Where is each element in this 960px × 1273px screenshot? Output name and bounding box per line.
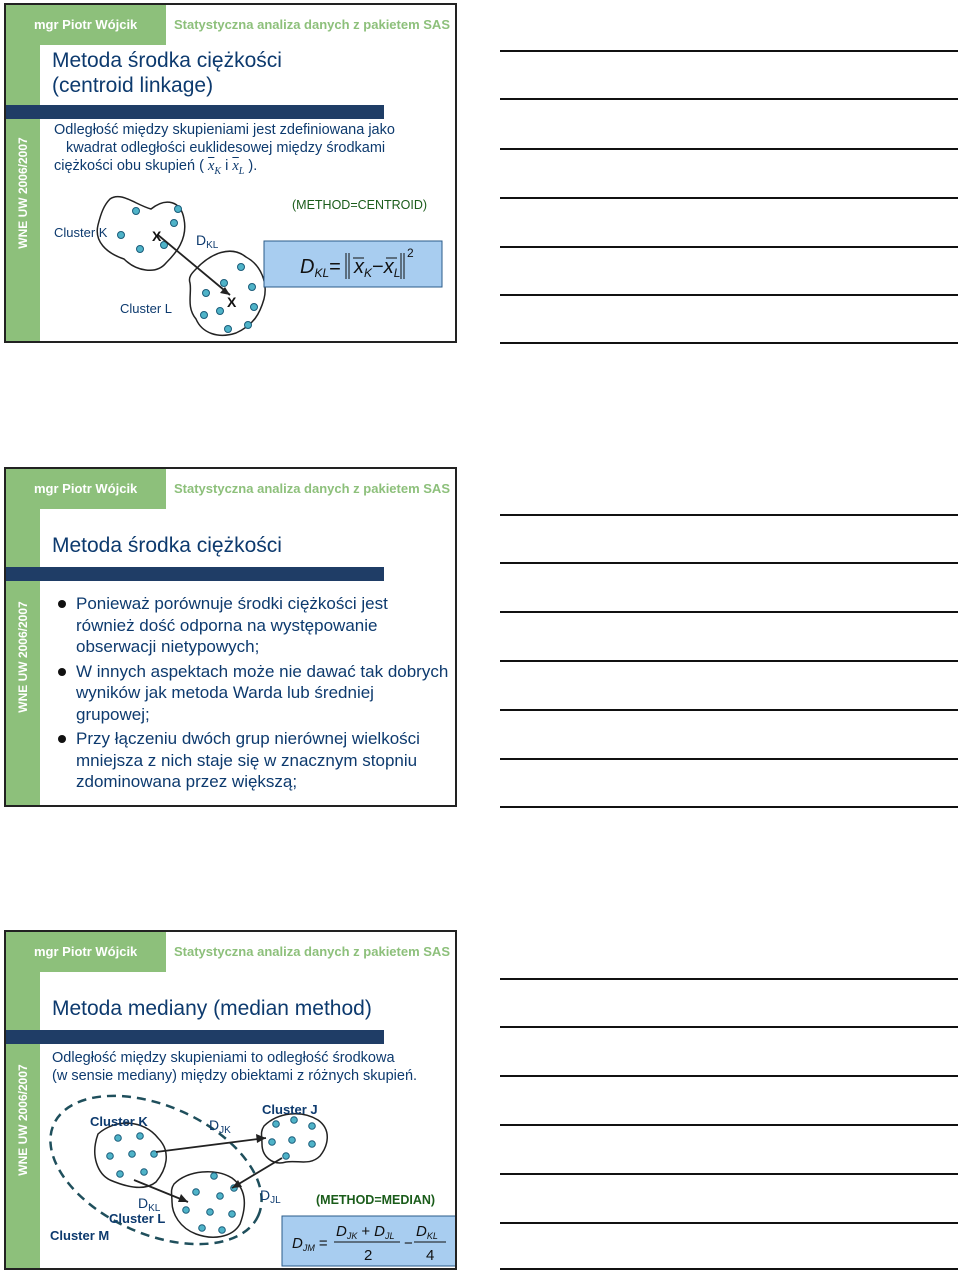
slide-median-method (4, 930, 457, 1270)
note-line (500, 709, 958, 711)
title-line-2: (centroid linkage) (52, 74, 214, 97)
slide-centroid-linkage (4, 3, 457, 343)
text-line-2: (w sensie mediany) między obiektami z różnych skupień. (52, 1068, 418, 1084)
cluster-l-label: Cluster L (109, 1211, 166, 1226)
author-header: mgr Piotr Wójcik (6, 5, 166, 45)
slide-title: Metoda mediany (median method) (52, 997, 372, 1020)
bullet-item: W innych aspektach może nie dawać tak dobrych wyników jak metoda Warda lub średniej grupowej; (54, 661, 449, 726)
definition-text (52, 121, 395, 181)
note-line (500, 562, 958, 564)
side-label: WNE UW 2006/2007 (16, 601, 30, 713)
svg-text:DKL: $D_{KL}$ (416, 1223, 438, 1241)
centroid-l-mark: X (227, 294, 237, 310)
note-line (500, 758, 958, 760)
author-header: mgr Piotr Wójcik (6, 469, 166, 509)
note-line (500, 148, 958, 150)
note-line (500, 294, 958, 296)
slide-title (52, 48, 282, 98)
centroid-diagram (6, 183, 457, 343)
note-line (500, 1173, 958, 1175)
distance-jk-label: $D_{JK}$ (209, 1117, 231, 1136)
cluster-m-label: Cluster M (50, 1228, 110, 1243)
method-label: (METHOD=MEDIAN) (316, 1193, 436, 1207)
title-line-1: Metoda środka ciężkości (52, 49, 282, 72)
cluster-j-points (269, 1117, 316, 1160)
svg-text:xK−xL: $x_K-x_L$ (354, 256, 401, 280)
side-label: WNE UW 2006/2007 (16, 137, 30, 249)
svg-text:4: 4 (426, 1247, 435, 1264)
distance-label: $D_{KL}$ (196, 232, 219, 251)
cluster-l-points (183, 1173, 238, 1234)
subject-header: Statystyczna analiza danych z pakietem SAS (174, 944, 450, 959)
note-line (500, 50, 958, 52)
text-line-1: Odległość między skupieniami to odległość środkowa (52, 1050, 395, 1066)
title-underline-bar (6, 1030, 384, 1044)
formula-box (264, 241, 442, 287)
cluster-k-label: Cluster K (54, 225, 108, 240)
side-label: WNE UW 2006/2007 (16, 1064, 30, 1176)
svg-text:DKL=: $D_{KL}=$ (300, 256, 341, 280)
cluster-l-shape (172, 1172, 245, 1237)
bullet-dot (58, 735, 66, 743)
side-bar (6, 509, 40, 805)
text-line-2: kwadrat odległości euklidesowej między środkami (66, 140, 386, 156)
note-line (500, 1075, 958, 1077)
svg-text:2: 2 (364, 1247, 373, 1264)
bullet-item: Ponieważ porównuje środki ciężkości jest również dość odporna na występowanie obserwacji nietypowych; (54, 593, 449, 658)
text-line-3: ciężkości obu skupień ( $\overline{x}_K$ i $\overline{x}_L$ ). (54, 158, 258, 177)
svg-text:DJM=: $D_{JM}$ = (292, 1235, 328, 1253)
bullet-dot (58, 600, 66, 608)
note-line (500, 98, 958, 100)
note-line (500, 806, 958, 808)
note-line (500, 246, 958, 248)
median-diagram (6, 1090, 457, 1270)
note-line (500, 514, 958, 516)
bullet-dot (58, 668, 66, 676)
distance-arrow (158, 235, 230, 295)
note-line (500, 660, 958, 662)
subject-header: Statystyczna analiza danych z pakietem SAS (174, 481, 450, 496)
note-line (500, 197, 958, 199)
distance-jk-arrow (156, 1138, 266, 1152)
note-line (500, 1124, 958, 1126)
text-line-1: Odległość między skupieniami jest zdefiniowana jako (54, 122, 395, 138)
author-header: mgr Piotr Wójcik (6, 932, 166, 972)
svg-text:−: − (404, 1235, 413, 1252)
slide-title: Metoda środka ciężkości (52, 534, 282, 557)
distance-jl-label: $D_{JL}$ (260, 1187, 281, 1206)
distance-kl-label: $D_{KL}$ (138, 1195, 161, 1214)
cluster-k-shape (97, 197, 185, 271)
title-underline-bar (6, 105, 384, 119)
note-line (500, 1222, 958, 1224)
note-line (500, 342, 958, 344)
svg-text:DJK+DJL: $D_{JK} + D_{JL}$ (336, 1223, 395, 1241)
bullet-item: Przy łączeniu dwóch grup nierównej wielkości mniejsza z nich staje się w znacznym stopniu zdominowana przez większą; (54, 728, 449, 793)
note-line (500, 1026, 958, 1028)
definition-text (52, 1049, 417, 1085)
cluster-k-label: Cluster K (90, 1114, 148, 1129)
slide-centroid-properties (4, 467, 457, 807)
note-line (500, 611, 958, 613)
note-line (500, 1268, 958, 1270)
cluster-j-label: Cluster J (262, 1102, 318, 1117)
method-label: (METHOD=CENTROID) (292, 198, 428, 212)
bullet-list (54, 593, 449, 796)
title-underline-bar (6, 567, 384, 581)
cluster-l-label: Cluster L (120, 301, 173, 316)
svg-text:2: 2 (407, 246, 414, 260)
cluster-k-points (107, 1133, 158, 1178)
subject-header: Statystyczna analiza danych z pakietem SAS (174, 17, 450, 32)
note-line (500, 978, 958, 980)
centroid-k-mark: X (152, 228, 162, 244)
